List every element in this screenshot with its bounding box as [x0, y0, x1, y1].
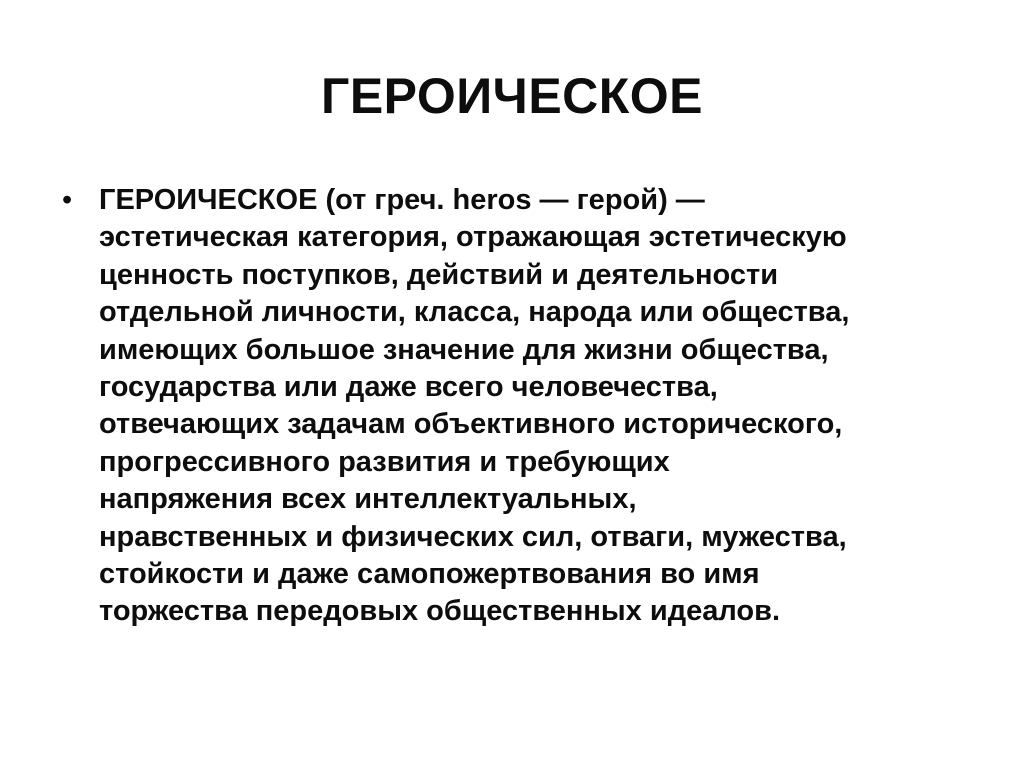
paragraph-line: эстетическая категория, отражающая эстетическую [99, 221, 847, 254]
paragraph-line: стойкости и даже самопожертвования во имя [99, 558, 760, 591]
bullet-icon: • [62, 184, 73, 216]
paragraph-line: государства или даже всего человечества, [99, 371, 718, 404]
slide-title: ГЕРОИЧЕСКОЕ [320, 68, 704, 124]
paragraph-line: отдельной личности, класса, народа или общества, [99, 296, 850, 329]
paragraph-line: торжества передовых общественных идеалов. [99, 595, 781, 628]
bullet-list [62, 182, 992, 631]
paragraph-line: напряжения всех интеллектуальных, [99, 483, 637, 516]
paragraph-line: нравственных и физических сил, отваги, мужества, [99, 520, 847, 553]
bullet-item [62, 182, 992, 631]
paragraph-line: ГЕРОИЧЕСКОЕ (от греч. heros — герой) — [99, 184, 705, 216]
paragraph-line: ценность поступков, действий и деятельности [99, 258, 779, 291]
paragraph-line: имеющих большое значение для жизни общества, [99, 333, 829, 366]
paragraph-line: отвечающих задачам объективного исторического, [99, 408, 843, 441]
paragraph-line: прогрессивного развития и требующих [99, 445, 670, 478]
